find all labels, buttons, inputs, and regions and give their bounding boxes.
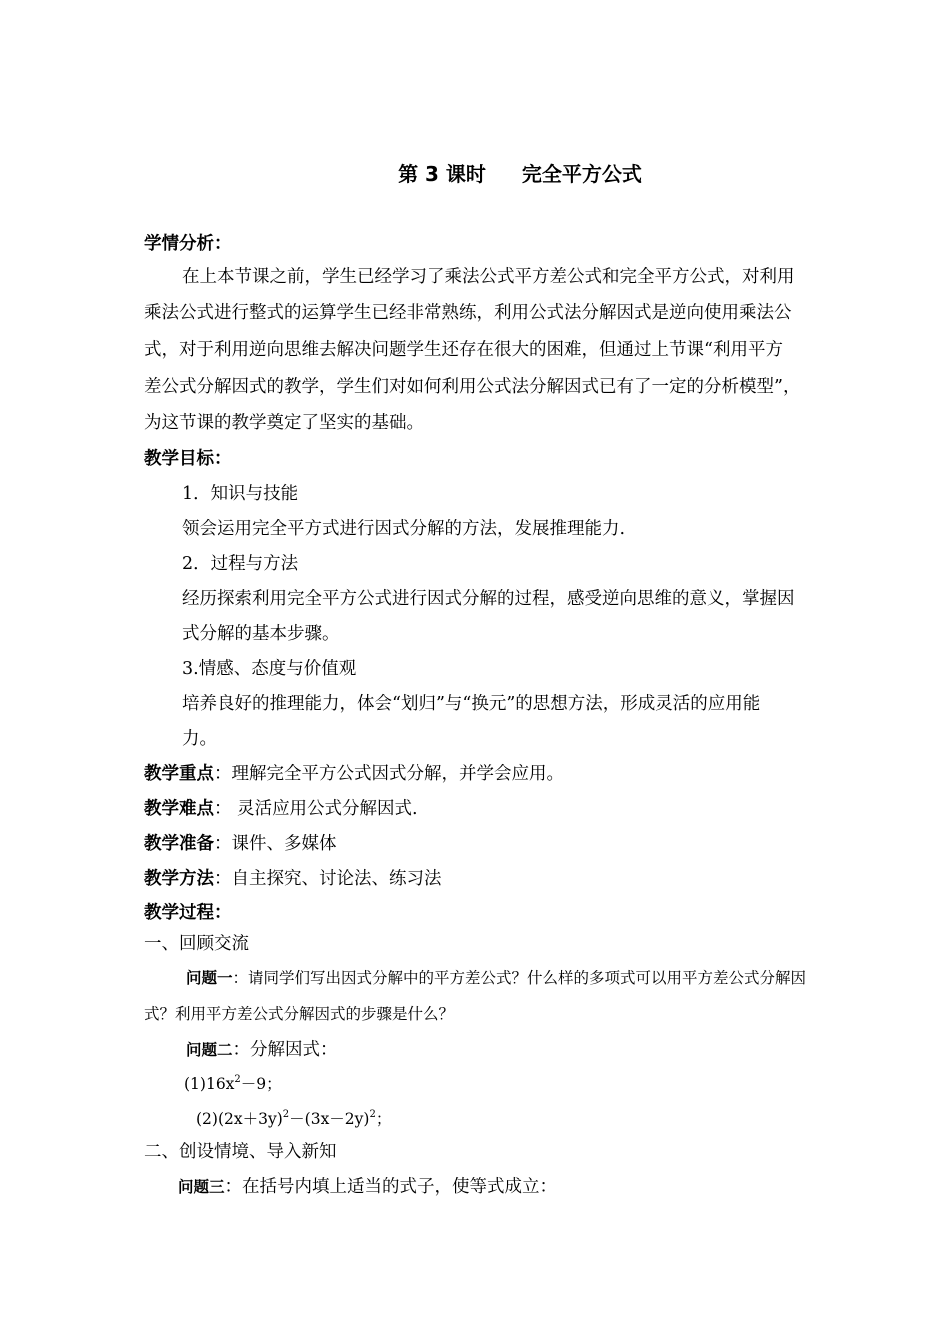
- method-label: 教学方法: [144, 869, 214, 889]
- exercise-2-part-a: (2)(2x＋3y): [196, 1110, 283, 1128]
- question-2: [186, 1038, 338, 1062]
- title-lesson-number: 第 3 课时: [398, 162, 486, 186]
- page-title: [0, 158, 950, 187]
- preparation: [144, 832, 337, 856]
- exercise-1-exponent: 2: [234, 1074, 241, 1085]
- method-text: ：自主探究、讨论法、练习法: [214, 869, 442, 889]
- section-1-heading: 一、回顾交流: [144, 934, 249, 954]
- analysis-line-5: 为这节课的教学奠定了坚实的基础。: [144, 413, 424, 433]
- question-1-text-2: 式？利用平方差公式分解因式的步骤是什么？: [144, 1005, 455, 1023]
- preparation-text: ：课件、多媒体: [214, 834, 337, 854]
- question-2-label: 问题二: [186, 1041, 233, 1059]
- key-point: [144, 762, 564, 786]
- section-2-heading: 二、创设情境、导入新知: [144, 1142, 337, 1162]
- process-heading: 教学过程：: [144, 903, 232, 923]
- question-3-text: ：在括号内填上适当的式子，使等式成立：: [224, 1177, 558, 1197]
- analysis-heading: 学情分析：: [144, 234, 232, 254]
- question-3: [178, 1175, 557, 1199]
- question-1-text-1: ：请同学们写出因式分解中的平方差公式？什么样的多项式可以用平方差公式分解因: [232, 969, 807, 987]
- analysis-line-4: 差公式分解因式的教学，学生们对如何利用公式法分解因式已有了一定的分析模型”，: [144, 377, 801, 397]
- question-3-label: 问题三: [178, 1178, 225, 1196]
- difficulty-text: ： 灵活应用公式分解因式.: [214, 799, 418, 819]
- analysis-line-1: 在上本节课之前，学生已经学习了乘法公式平方差公式和完全平方公式，对利用: [182, 267, 795, 287]
- exercise-2-exponent-2: 2: [369, 1109, 376, 1120]
- exercise-1-base: (1)16x: [184, 1075, 235, 1093]
- goal-1-title: 1．知识与技能: [182, 484, 299, 504]
- goal-2-text-2: 式分解的基本步骤。: [182, 624, 340, 644]
- question-1-label: 问题一: [186, 969, 233, 987]
- exercise-2-part-b: －(3x－2y): [289, 1110, 370, 1128]
- analysis-line-3: 式，对于利用逆向思维去解决问题学生还存在很大的困难，但通过上节课“利用平方: [144, 340, 783, 360]
- exercise-2: [196, 1107, 391, 1131]
- exercise-2-exponent-1: 2: [282, 1109, 290, 1120]
- key-point-label: 教学重点: [144, 764, 214, 784]
- question-2-text: ：分解因式：: [232, 1040, 338, 1060]
- analysis-line-2: 乘法公式进行整式的运算学生已经非常熟练，利用公式法分解因式是逆向使用乘法公: [144, 303, 792, 323]
- goal-2-text-1: 经历探索利用完全平方公式进行因式分解的过程，感受逆向思维的意义，掌握因: [182, 589, 795, 609]
- difficulty: [144, 797, 418, 821]
- difficulty-label: 教学难点: [144, 799, 214, 819]
- goal-3-text-2: 力。: [182, 729, 217, 749]
- question-1-line-1: [186, 966, 806, 990]
- exercise-2-end: ；: [375, 1110, 392, 1128]
- goal-1-text: 领会运用完全平方式进行因式分解的方法，发展推理能力.: [182, 519, 626, 539]
- goal-3-title: 3.情感、态度与价值观: [182, 659, 357, 679]
- goals-heading: 教学目标：: [144, 449, 232, 469]
- exercise-1: [184, 1072, 282, 1096]
- title-topic: 完全平方公式: [521, 162, 642, 186]
- method: [144, 867, 442, 891]
- exercise-1-rest: －9；: [240, 1075, 282, 1093]
- goal-3-text-1: 培养良好的推理能力，体会“划归”与“换元”的思想方法，形成灵活的应用能: [182, 694, 761, 714]
- preparation-label: 教学准备: [144, 834, 214, 854]
- goal-2-title: 2．过程与方法: [182, 554, 299, 574]
- key-point-text: ：理解完全平方公式因式分解，并学会应用。: [214, 764, 564, 784]
